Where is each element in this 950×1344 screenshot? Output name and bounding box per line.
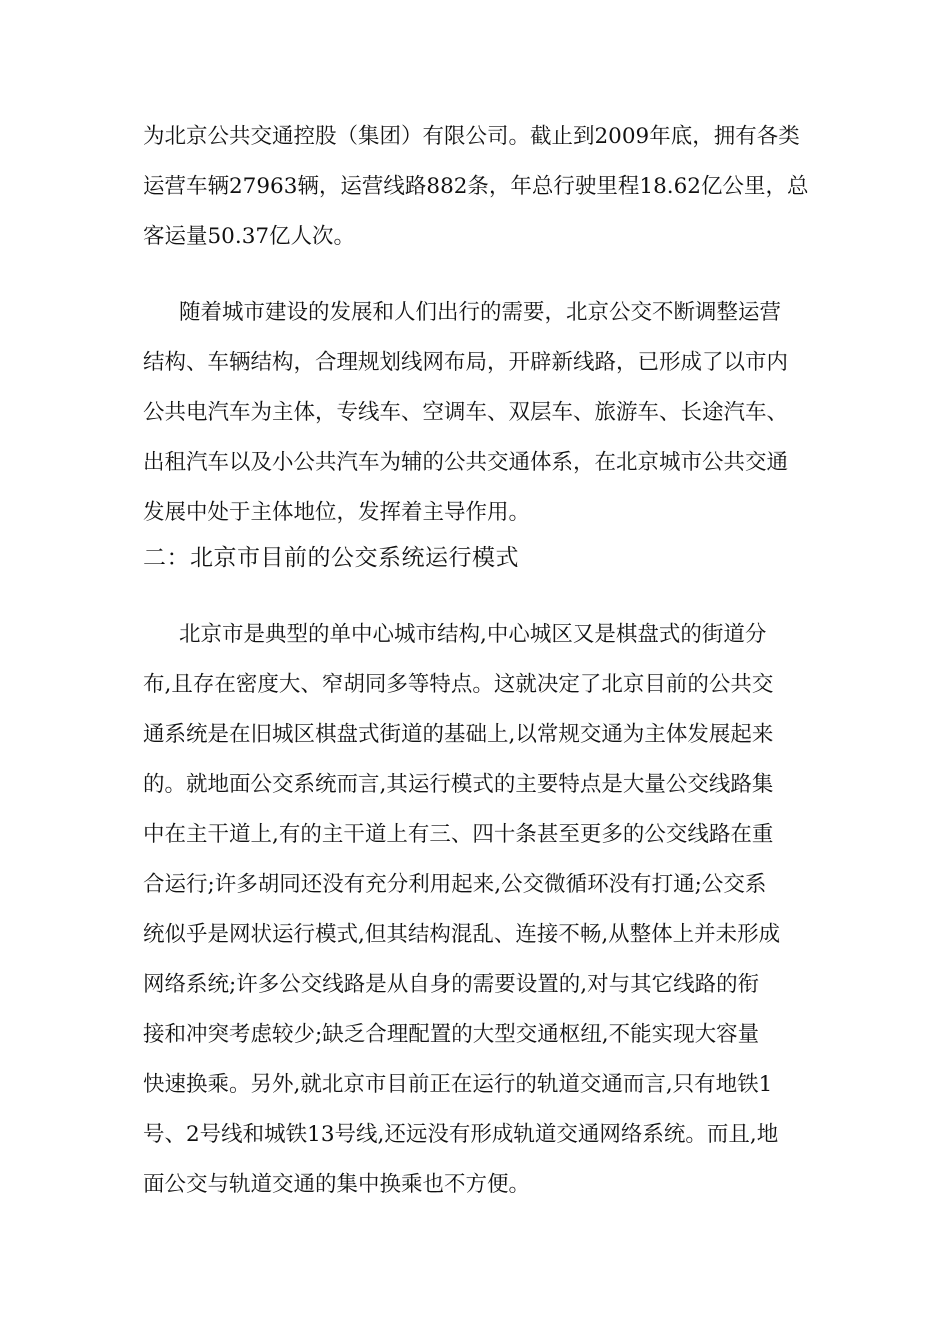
text-line: 面公交与轨道交通的集中换乘也不方便。 [143,1172,531,1197]
text-line: 网络系统;许多公交线路是从自身的需要设置的,对与其它线路的衔 [143,972,760,997]
text-line: 运营车辆27963辆，运营线路882条，年总行驶里程18.62亿公里，总 [143,174,809,199]
section-heading-text: 二：北京市目前的公交系统运行模式 [143,545,519,571]
paragraph-development [143,288,823,538]
text-line: 随着城市建设的发展和人们出行的需要，北京公交不断调整运营 [179,300,782,325]
text-line: 客运量50.37亿人次。 [143,224,356,249]
text-line: 结构、车辆结构，合理规划线网布局，开辟新线路，已形成了以市内 [143,350,789,375]
paragraph-operation-mode [143,610,823,1210]
text-line: 发展中处于主体地位，发挥着主导作用。 [143,500,531,525]
text-line: 合运行;许多胡同还没有充分利用起来,公交微循环没有打通;公交系 [143,872,767,897]
text-line: 快速换乘。另外,就北京市目前正在运行的轨道交通而言,只有地铁1 [143,1072,773,1097]
text-line: 公共电汽车为主体，专线车、空调车、双层车、旅游车、长途汽车、 [143,400,789,425]
text-line: 中在主干道上,有的主干道上有三、四十条甚至更多的公交线路在重 [143,822,774,847]
text-line: 布,且存在密度大、窄胡同多等特点。这就决定了北京目前的公共交 [143,672,774,697]
text-line: 为北京公共交通控股（集团）有限公司。截止到2009年底，拥有各类 [143,124,800,149]
paragraph-company-stats [143,112,823,262]
text-line: 通系统是在旧城区棋盘式街道的基础上,以常规交通为主体发展起来 [143,722,774,747]
text-line: 的。就地面公交系统而言,其运行模式的主要特点是大量公交线路集 [143,772,774,797]
text-line: 号、2号线和城铁13号线,还远没有形成轨道交通网络系统。而且,地 [143,1122,779,1147]
text-line: 出租汽车以及小公共汽车为辅的公共交通体系，在北京城市公共交通 [143,450,789,475]
text-line: 统似乎是网状运行模式,但其结构混乱、连接不畅,从整体上并未形成 [143,922,781,947]
text-line: 接和冲突考虑较少;缺乏合理配置的大型交通枢纽,不能实现大容量 [143,1022,760,1047]
text-line: 北京市是典型的单中心城市结构,中心城区又是棋盘式的街道分 [179,622,767,647]
section-heading [143,536,823,580]
